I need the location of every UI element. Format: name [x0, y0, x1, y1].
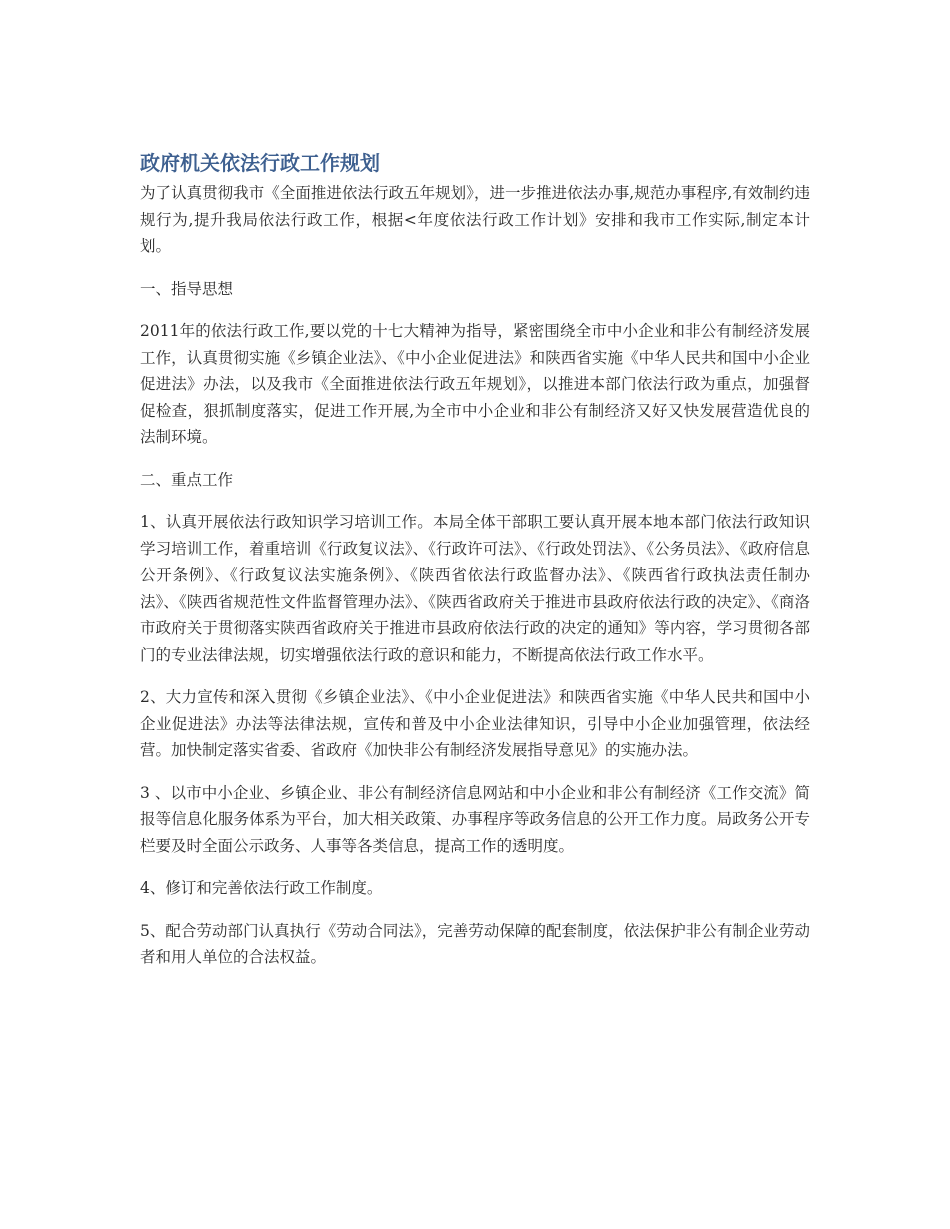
document-title: 政府机关依法行政工作规划: [140, 151, 380, 175]
document-body: [140, 148, 810, 987]
guiding-ideology-paragraph: 2011年的依法行政工作,要以党的十七大精神为指导，紧密围绕全市中小企业和非公有制经济发展工作，认真贯彻实施《乡镇企业法》、《中小企业促进法》和陕西省实施《中华人民共和国中小企业促进法》办法，以及我市《全面推进依法行政五年规划》，以推进本部门依法行政为重点，加强督促检查，狠抓制度落实，促进工作开展,为全市中小企业和非公有制经济又好又快发展营造优良的法制环境。: [140, 322, 810, 446]
key-work-item-5: 5、配合劳动部门认真执行《劳动合同法》，完善劳动保障的配套制度，依法保护非公有制企业劳动者和用人单位的合法权益。: [140, 921, 810, 966]
key-work-item-4: 4、修订和完善依法行政工作制度。: [140, 879, 383, 897]
section-heading-guiding-ideology: 一、指导思想: [140, 279, 234, 298]
key-work-item-3: 3 、以市中小企业、乡镇企业、非公有制经济信息网站和中小企业和非公有制经济《工作交流》简报等信息化服务体系为平台，加大相关政策、办事程序等政务信息的公开工作力度。局政务公开专栏要及时全面公示政务、人事等各类信息，提高工作的透明度。: [140, 783, 810, 855]
intro-paragraph: 为了认真贯彻我市《全面推进依法行政五年规划》，进一步推进依法办事,规范办事程序,有效制约违规行为,提升我局依法行政工作，根据<年度依法行政工作计划》安排和我市工作实际,制定本计划。: [140, 184, 810, 255]
key-work-item-2: 2、大力宣传和深入贯彻《乡镇企业法》、《中小企业促进法》和陕西省实施《中华人民共和国中小企业促进法》办法等法律法规，宣传和普及中小企业法律知识，引导中小企业加强管理，依法经营。加快制定落实省委、省政府《加快非公有制经济发展指导意见》的实施办法。: [140, 688, 810, 759]
key-work-item-1: 1、认真开展依法行政知识学习培训工作。本局全体干部职工要认真开展本地本部门依法行政知识学习培训工作，着重培训《行政复议法》、《行政许可法》、《行政处罚法》、《公务员法》、《政府信息公开条例》、《行政复议法实施条例》、《陕西省依法行政监督办法》、《陕西省行政执法责任制办法》、《陕西省规范性文件监督管理办法》、《陕西省政府关于推进市县政府依法行政的决定》、《商洛市政府关于贯彻落实陕西省政府关于推进市县政府依法行政的决定的通知》等内容，学习贯彻各部门的专业法律法规，切实增强依法行政的意识和能力，不断提高依法行政工作水平。: [140, 513, 810, 664]
section-heading-key-work: 二、重点工作: [140, 470, 234, 489]
